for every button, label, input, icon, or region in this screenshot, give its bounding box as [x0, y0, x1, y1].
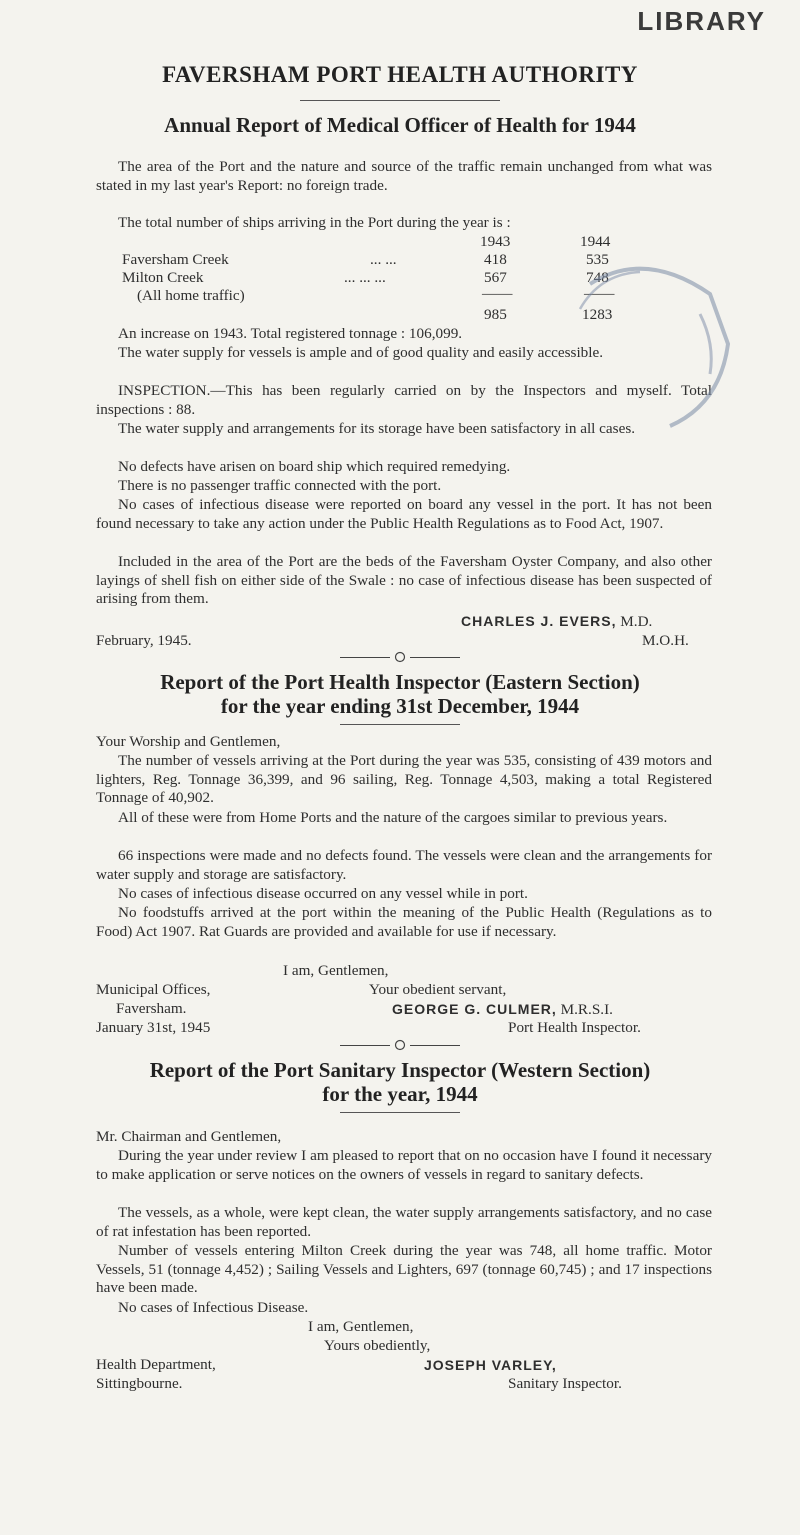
report1-signature — [461, 612, 652, 631]
report1-paragraph: The water supply for vessels is ample and of good quality and easily accessible. — [118, 344, 604, 361]
report2-date: January 31st, 1945 — [96, 1019, 211, 1036]
report1-paragraph: No cases of infectious disease were reported on board any vessel in the port. It has not been found necessary to take any action under the Public Health Regulations as to Food Act, 1907. — [96, 496, 712, 532]
report2-salutation: Your Worship and Gentlemen, — [96, 733, 281, 750]
table-row-dots: ... ... ... — [344, 269, 386, 286]
report3-address: Health Department, — [96, 1356, 216, 1373]
library-ownership-stamp — [560, 254, 730, 429]
report2-title-line2: for the year ending 31st December, 1944 — [220, 694, 580, 718]
report3-title-line2: for the year, 1944 — [322, 1082, 478, 1106]
report1-date: February, 1945. — [96, 632, 192, 649]
report1-total-line: The total number of ships arriving in the Port during the year is : — [118, 214, 511, 231]
report1-paragraph: No defects have arisen on board ship which required remedying. — [118, 458, 511, 475]
table-row-name: Milton Creek — [122, 269, 204, 286]
table-row-note: (All home traffic) — [137, 287, 245, 304]
report2-closing: I am, Gentlemen, — [283, 962, 389, 979]
signature-name: GEORGE G. CULMER, — [392, 1001, 557, 1017]
report1-paragraph: An increase on 1943. Total registered tonnage : 106,099. — [118, 325, 463, 342]
table-header-1944: 1944 — [580, 233, 611, 250]
table-row-1944: —— — [584, 285, 615, 302]
table-row-1944: 535 — [586, 251, 609, 268]
report3-paragraph: Number of vessels entering Milton Creek during the year was 748, all home traffic. Motor Vessels, 51 (tonnage 4,452) ; Sailing Vessels and Lighters, 697 (tonnage 60,745) ; and 17 inspections have been made. — [96, 1242, 712, 1297]
table-total-1944: 1283 — [582, 306, 613, 323]
report2-role: Port Health Inspector. — [508, 1019, 641, 1036]
library-stamp-text: LIBRARY — [637, 6, 766, 36]
report2-paragraph: All of these were from Home Ports and the nature of the cargoes similar to previous years. — [118, 809, 668, 826]
authority-title: FAVERSHAM PORT HEALTH AUTHORITY — [162, 62, 638, 87]
report3-paragraph: The vessels, as a whole, were kept clean, the water supply arrangements satisfactory, and no case of rat infestation has been reported. — [96, 1204, 712, 1240]
report2-address: Faversham. — [116, 1000, 187, 1017]
table-row-1943: —— — [482, 285, 513, 302]
report3-address: Sittingbourne. — [96, 1375, 183, 1392]
report3-closing: I am, Gentlemen, — [308, 1318, 414, 1335]
report2-signature — [392, 1000, 613, 1019]
report3-title-line1: Report of the Port Sanitary Inspector (Western Section) — [149, 1058, 651, 1082]
table-row-name: Faversham Creek — [122, 251, 229, 268]
report1-paragraph: Included in the area of the Port are the beds of the Faversham Oyster Company, and also other layings of shell fish on either side of the Swale : no case of infectious disease has been suspected of arising from them. — [96, 553, 712, 608]
report2-paragraph: No cases of infectious disease occurred on any vessel while in port. — [118, 885, 528, 902]
signature-qualification: M.R.S.I. — [560, 1001, 613, 1018]
title-rule — [300, 100, 500, 101]
report2-address: Municipal Offices, — [96, 981, 211, 998]
printer-ornament-icon — [394, 1039, 406, 1051]
table-row-1943: 567 — [484, 269, 507, 286]
report3-closing: Yours obediently, — [324, 1337, 431, 1354]
signature-name: JOSEPH VARLEY, — [424, 1357, 557, 1373]
report1-intro: The area of the Port and the nature and source of the traffic remain unchanged from what was stated in my last year's Report: no foreign trade. — [96, 158, 712, 194]
report1-paragraph: There is no passenger traffic connected with the port. — [118, 477, 442, 494]
report3-salutation: Mr. Chairman and Gentlemen, — [96, 1128, 282, 1145]
report1-title: Annual Report of Medical Officer of Health for 1944 — [164, 113, 636, 137]
signature-name: CHARLES J. EVERS, — [461, 613, 617, 629]
report3-signature — [424, 1356, 557, 1375]
report2-paragraph: No foodstuffs arrived at the port within the meaning of the Public Health (Regulations as to Food) Act 1907. Rat Guards are provided and available for use if necessary. — [96, 904, 712, 940]
section-separator — [340, 650, 460, 664]
report3-paragraph: During the year under review I am pleased to report that on no occasion have I found it necessary to make application or serve notices on the owners of vessels in regard to sanitary defects. — [96, 1147, 712, 1183]
section-separator — [340, 1038, 460, 1052]
report1-paragraph: INSPECTION.—This has been regularly carried on by the Inspectors and myself. Total inspections : 88. — [96, 382, 712, 418]
report2-closing: Your obedient servant, — [369, 981, 507, 998]
signature-qualification: M.D. — [620, 613, 653, 630]
table-row-1944: 748 — [586, 269, 609, 286]
report1-paragraph: The water supply and arrangements for its storage have been satisfactory in all cases. — [118, 420, 636, 437]
title-rule — [340, 1112, 460, 1113]
table-header-1943: 1943 — [480, 233, 511, 250]
report3-paragraph: No cases of Infectious Disease. — [118, 1299, 309, 1316]
table-total-1943: 985 — [484, 306, 507, 323]
report1-role: M.O.H. — [642, 632, 689, 649]
table-row-dots: ... ... — [370, 251, 397, 268]
report2-title-line1: Report of the Port Health Inspector (Eastern Section) — [160, 670, 640, 694]
title-rule — [340, 724, 460, 725]
report3-role: Sanitary Inspector. — [508, 1375, 622, 1392]
printer-ornament-icon — [394, 651, 406, 663]
report2-paragraph: 66 inspections were made and no defects found. The vessels were clean and the arrangements for water supply and storage are satisfactory. — [96, 847, 712, 883]
report2-paragraph: The number of vessels arriving at the Port during the year was 535, consisting of 439 motors and lighters, Reg. Tonnage 36,399, and 96 sailing, Reg. Tonnage 4,503, making a total Registered Tonnage of 40,902. — [96, 752, 712, 807]
table-row-1943: 418 — [484, 251, 507, 268]
